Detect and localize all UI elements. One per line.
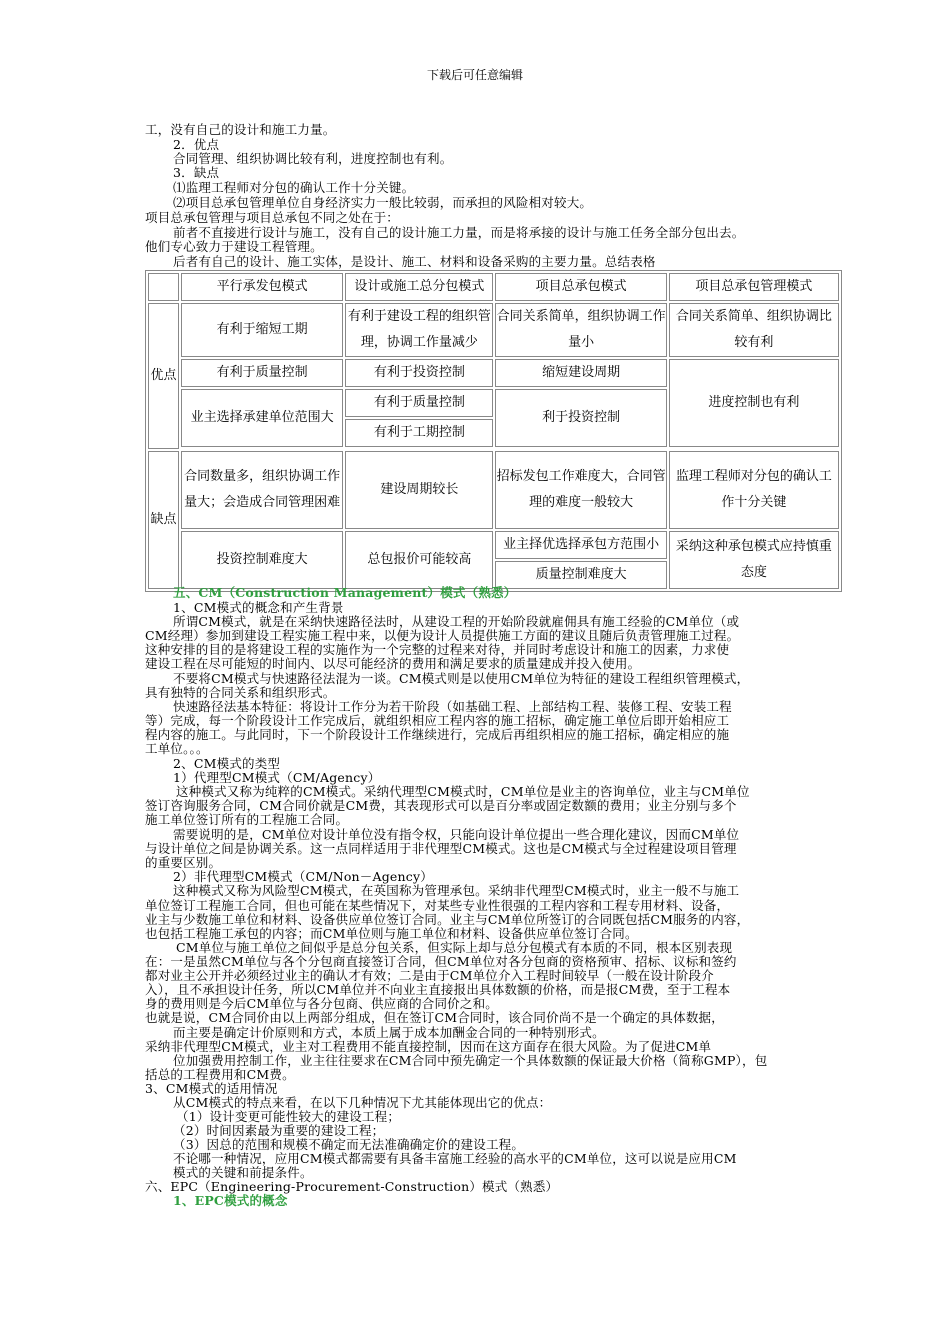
- table-cell: 进度控制也有利: [669, 359, 839, 447]
- text-line: 都对业主公开并必须经过业主的确认才有效；二是由于CM单位介入工程时间较早（一般在设计阶段介: [145, 968, 714, 983]
- disadvantages-label: 缺点: [148, 451, 179, 589]
- table-cell: 招标发包工作难度大，合同管理的难度一般较大: [495, 451, 666, 529]
- table-cell: 有利于质量控制: [181, 359, 343, 387]
- text-line: 也就是说，CM合同价由以上两部分组成，但在签订CM合同时，该合同价尚不是一个确定的具体数据，: [145, 1010, 724, 1025]
- text-line: 模式的关键和前提条件。: [173, 1165, 313, 1180]
- text-line: 需要说明的是，CM单位对设计单位没有指令权，只能向设计单位提出一些合理化建议，因而CM单位: [173, 827, 740, 842]
- text-line: 具有独特的合同关系和组织形式。: [145, 685, 336, 700]
- text-line: 建设工程在尽可能短的时间内、以尽可能经济的费用和满足要求的质量建成并投入使用。: [145, 656, 641, 671]
- text-line: 项目总承包管理与项目总承包不同之处在于：: [145, 210, 400, 225]
- text-line: 采纳非代理型CM模式，业主对工程费用不能直接控制，因而在这方面存在很大风险。为了促进CM单: [145, 1039, 712, 1054]
- table-cell: 建设周期较长: [345, 451, 493, 529]
- table-cell: 有利于建设工程的组织管理，协调工作量减少: [345, 303, 493, 357]
- table-cell: 业主选择承建单位范围大: [181, 389, 343, 447]
- text-line: 而主要是确定计价原则和方式，本质上属于成本加酬金合同的一种特别形式。: [173, 1025, 605, 1040]
- table-cell: 缩短建设周期: [495, 359, 666, 387]
- text-line: 施工单位签订所有的工程施工合同。: [145, 812, 349, 827]
- text-line: ⑴监理工程师对分包的确认工作十分关键。: [173, 180, 415, 195]
- text-line: 也包括工程施工承包的内容；而CM单位则与施工单位和材料、设备供应单位签订合同。: [145, 926, 638, 941]
- text-line: CM单位与施工单位之间似乎是总分包关系，但实际上却与总分包模式有本质的不同，根本区别表现: [176, 940, 733, 955]
- text-line: 2、CM模式的类型: [173, 756, 281, 771]
- table-cell: 合同关系简单，组织协调工作量小: [495, 303, 666, 357]
- text-line: 六、EPC（Engineering-Procurement-Construction）模式（熟悉）: [145, 1179, 559, 1194]
- table-cell: 合同关系简单、组织协调比较有利: [669, 303, 839, 357]
- table-cell: 合同数量多，组织协调工作量大；会造成合同管理困难: [181, 451, 343, 529]
- text-line: （2）时间因素最为重要的建设工程；: [173, 1123, 385, 1138]
- text-line: 后者有自己的设计、施工实体，是设计、施工、材料和设备采购的主要力量。总结表格: [173, 254, 656, 269]
- table-header-cell: 平行承发包模式: [181, 273, 343, 301]
- section-heading: 五、CM（Construction Management）模式（熟悉）: [173, 585, 517, 600]
- text-line: 这种安排的目的是将建设工程的实施作为一个完整的过程来对待，并同时考虑设计和施工的因素，力求使: [145, 642, 730, 657]
- text-line: 不要将CM模式与快速路径法混为一谈。CM模式则是以使用CM单位为特征的建设工程组织管理模式，: [173, 671, 750, 686]
- text-line: 单位签订工程施工合同，但也可能在某些情况下，对某些专业性很强的工程内容和工程专用材料、设备，: [145, 898, 730, 913]
- section-heading: 1、EPC模式的概念: [173, 1193, 288, 1208]
- table-header-cell: 项目总承包管理模式: [669, 273, 839, 301]
- table-row: [148, 303, 839, 357]
- comparison-table: [145, 270, 842, 592]
- table-row: [148, 531, 839, 559]
- text-line: 身的费用则是今后CM单位与各分包商、供应商的合同价之和。: [145, 996, 498, 1011]
- table-cell: 有利于缩短工期: [181, 303, 343, 357]
- text-line: 程内容的施工。与此同时，下一个阶段设计工作继续进行，完成后再组织相应的施工招标，确定相应的施: [145, 727, 730, 742]
- text-line: 与设计单位之间是协调关系。这一点同样适用于非代理型CM模式。这也是CM模式与全过程建设项目管理: [145, 841, 737, 856]
- text-line: 快速路径法基本特征：将设计工作分为若干阶段（如基础工程、上部结构工程、装修工程、安装工程: [173, 699, 732, 714]
- table-cell: 采纳这种承包模式应持慎重态度: [669, 531, 839, 589]
- text-line: 括总的工程费用和CM费。: [145, 1067, 295, 1082]
- table-cell: 业主择优选择承包方范围小: [495, 531, 666, 559]
- advantages-label: 优点: [148, 303, 179, 449]
- text-line: （3）因总的范围和规模不确定而无法准确确定价的建设工程。: [173, 1137, 525, 1152]
- text-line: 的重要区别。: [145, 855, 222, 870]
- table-cell: 利于投资控制: [495, 389, 666, 447]
- text-line: 2）非代理型CM模式（CM/Non－Agency）: [173, 869, 433, 884]
- table-cell: 总包报价可能较高: [345, 531, 493, 589]
- text-line: 2．优点: [173, 137, 220, 152]
- text-line: （1）设计变更可能性较大的建设工程；: [176, 1109, 401, 1124]
- table-header-cell: 设计或施工总分包模式: [345, 273, 493, 301]
- text-line: 3、CM模式的适用情况: [145, 1081, 278, 1096]
- text-line: 1）代理型CM模式（CM/Agency）: [173, 770, 381, 785]
- text-line: 他们专心致力于建设工程管理。: [145, 239, 323, 254]
- table-cell: 有利于投资控制: [345, 359, 493, 387]
- text-line: 前者不直接进行设计与施工，没有自己的设计施工力量，而是将承接的设计与施工任务全部分包出去。: [173, 225, 745, 240]
- text-line: 1、CM模式的概念和产生背景: [173, 600, 344, 615]
- table-cell: 有利于质量控制: [345, 389, 493, 417]
- table-header-cell: 项目总承包模式: [495, 273, 666, 301]
- text-line: 所谓CM模式，就是在采纳快速路径法时，从建设工程的开始阶段就雇佣具有施工经验的CM单位（或: [173, 614, 740, 629]
- text-line: 工，没有自己的设计和施工力量。: [145, 122, 336, 137]
- table-row: [148, 451, 839, 529]
- text-line: 等）完成，每一个阶段设计工作完成后，就组织相应工程内容的施工招标，确定施工单位后即开始相应工: [145, 713, 730, 728]
- text-line: 这种模式又称为风险型CM模式，在英国称为管理承包。采纳非代理型CM模式时，业主一般不与施工: [173, 883, 740, 898]
- text-line: 入），且不承担设计任务，所以CM单位并不向业主直接报出具体数额的价格，而是报CM费，至于工程本: [145, 982, 731, 997]
- text-line: 3．缺点: [173, 165, 220, 180]
- text-line: 业主与少数施工单位和材料、设备供应单位签订合同。业主与CM单位所签订的合同既包括CM服务的内容，: [145, 912, 750, 927]
- text-line: 合同管理、组织协调比较有利，进度控制也有利。: [173, 151, 453, 166]
- text-line: ⑵项目总承包管理单位自身经济实力一般比较弱，而承担的风险相对较大。: [173, 195, 593, 210]
- text-line: CM经理）参加到建设工程实施工程中来，以便为设计人员提供施工方面的建议且随后负责管理施工过程。: [145, 628, 740, 643]
- table-row: [148, 359, 839, 387]
- table-header-row: [148, 273, 839, 301]
- table-cell: 监理工程师对分包的确认工作十分关键: [669, 451, 839, 529]
- table-cell: 有利于工期控制: [345, 419, 493, 447]
- text-line: 从CM模式的特点来看，在以下几种情况下尤其能体现出它的优点：: [173, 1095, 552, 1110]
- text-line: 不论哪一种情况，应用CM模式都需要有具备丰富施工经验的高水平的CM单位，这可以说是应用CM: [173, 1151, 737, 1166]
- text-line: 在：一是虽然CM单位与各个分包商直接签订合同，但CM单位对各分包商的资格预审、招标、议标和签约: [145, 954, 737, 969]
- table-corner-cell: [148, 273, 179, 301]
- table-cell: 质量控制难度大: [495, 561, 666, 589]
- text-line: 这种模式又称为纯粹的CM模式。采纳代理型CM模式时，CM单位是业主的咨询单位，业主与CM单位: [176, 784, 750, 799]
- text-line: 签订咨询服务合同，CM合同价就是CM费，其表现形式可以是百分率或固定数额的费用；业主分别与多个: [145, 798, 737, 813]
- text-line: 工单位。。。: [145, 741, 209, 756]
- page-header: 下载后可任意编辑: [426, 68, 523, 82]
- text-line: 位加强费用控制工作，业主往往要求在CM合同中预先确定一个具体数额的保证最大价格（简称GMP），包: [173, 1053, 768, 1068]
- table-cell: 投资控制难度大: [181, 531, 343, 589]
